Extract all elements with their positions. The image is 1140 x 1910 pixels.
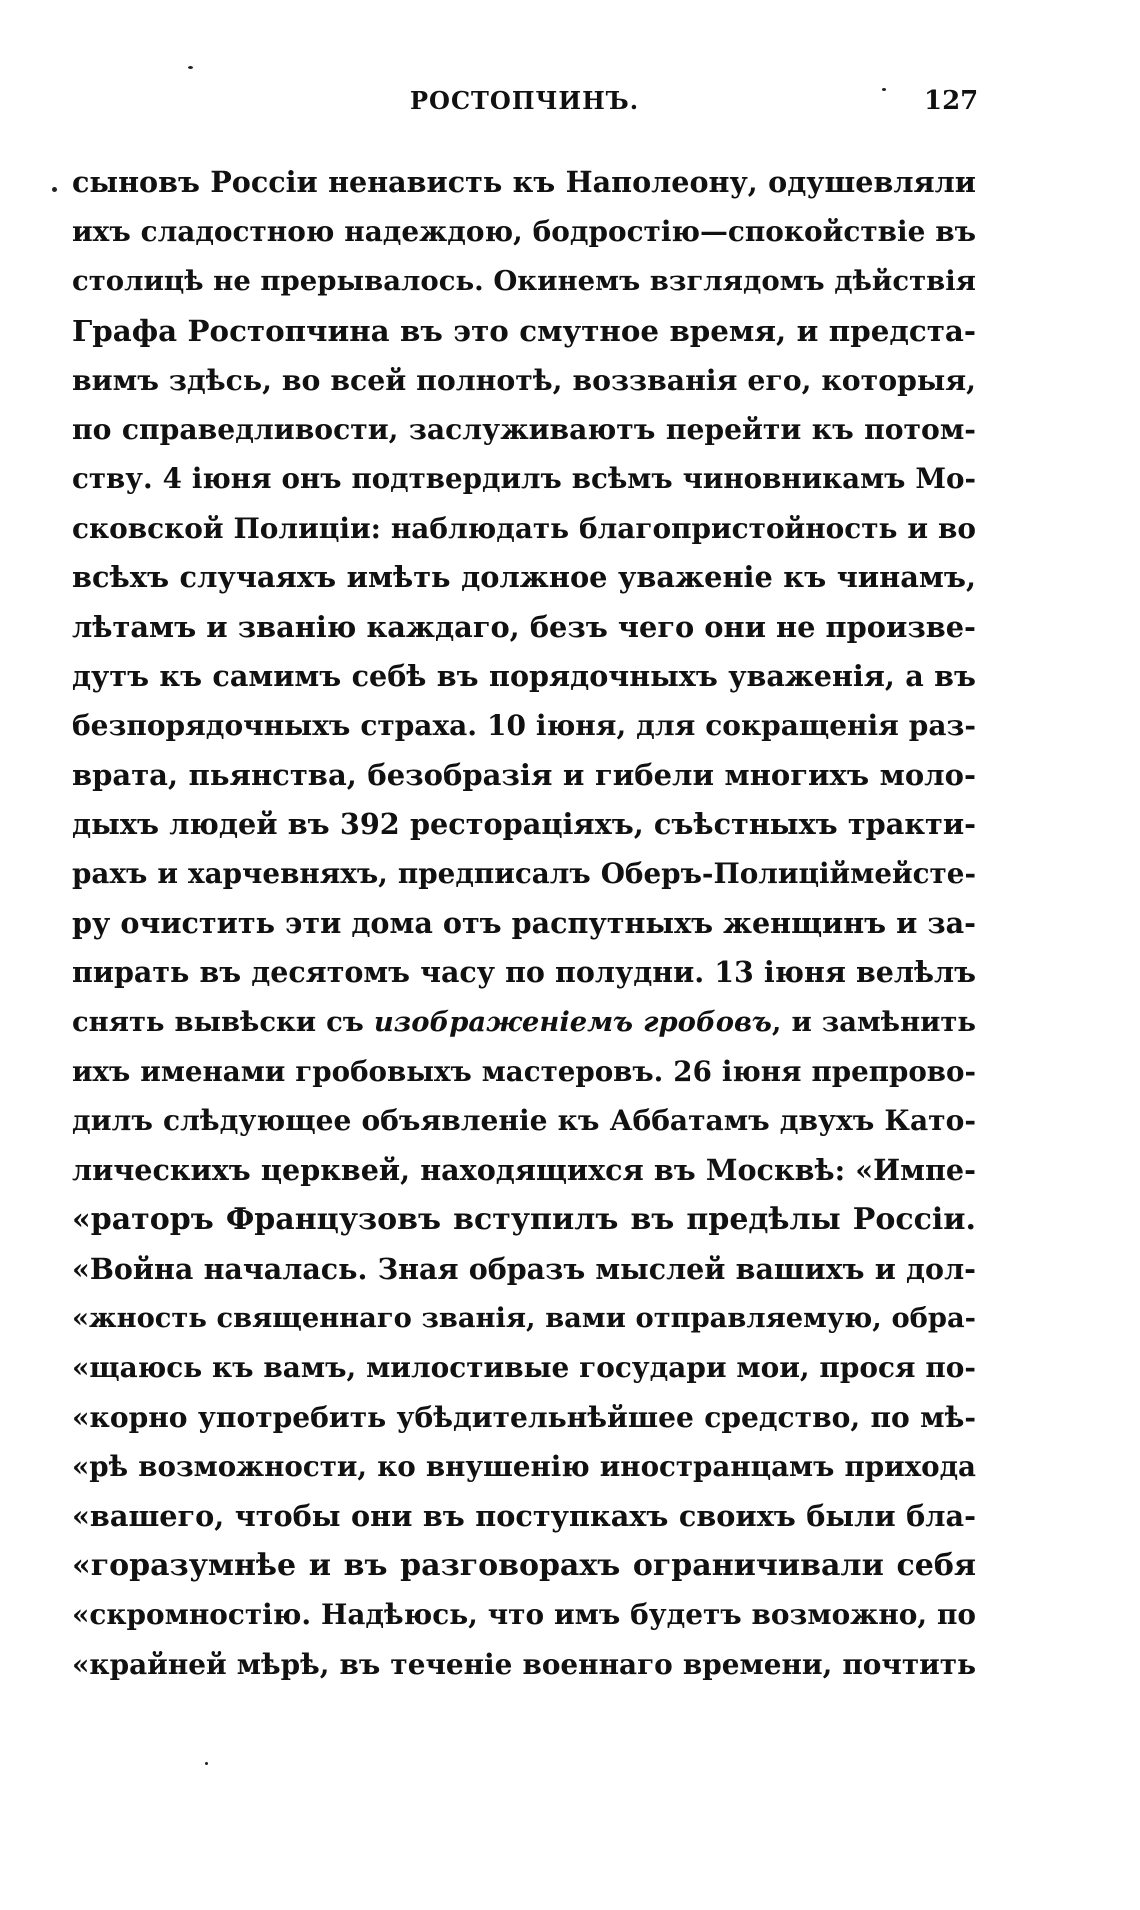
text-line: безпорядочныхъ страха. 10 іюня, для сокращенія раз- — [72, 709, 976, 743]
text-line: ству. 4 іюня онъ подтвердилъ всѣмъ чиновникамъ Мо- — [72, 462, 976, 496]
page-number: 127 — [924, 86, 979, 116]
text-line: дилъ слѣдующее объявленіе къ Аббатамъ двухъ Като- — [72, 1104, 976, 1138]
scan-speck — [882, 88, 886, 91]
text-line: «скромностію. Надѣюсь, что имъ будетъ возможно, по — [72, 1598, 976, 1632]
scan-speck — [52, 187, 57, 192]
text-line: «корно употребить убѣдительнѣйшее средство, по мѣ- — [72, 1400, 976, 1434]
text-line: сыновъ Россіи ненависть къ Наполеону, одушевляли — [72, 165, 976, 199]
text-line: вимъ здѣсь, во всей полнотѣ, воззванія его, которыя, — [72, 362, 976, 397]
text-line: «жность священнаго званія, вами отправляемую, обра- — [72, 1301, 976, 1334]
text-line-with-italic — [72, 998, 976, 1047]
text-line: лѣтамъ и званію каждаго, безъ чего они не произве- — [72, 609, 976, 644]
running-head: РОСТОПЧИНЪ. — [410, 86, 640, 115]
text-line: «крайней мѣрѣ, въ теченіе военнаго времени, почтить — [72, 1647, 976, 1681]
text-line: пирать въ десятомъ часу по полудни. 13 іюня велѣлъ — [72, 955, 976, 990]
text-line: «Война началась. Зная образъ мыслей вашихъ и дол- — [72, 1251, 976, 1286]
text-line: лическихъ церквей, находящихся въ Москвѣ: «Импе- — [72, 1152, 976, 1187]
text-line: «горазумнѣе и въ разговорахъ ограничивали себя — [72, 1547, 976, 1583]
text-line: врата, пьянства, безобразія и гибели многихъ моло- — [72, 757, 976, 792]
text-line: сковской Полиціи: наблюдать благопристойность и во — [72, 511, 976, 545]
italic-phrase: изображеніемъ гробовъ — [373, 1005, 772, 1038]
scan-speck — [188, 66, 193, 69]
italic-after: , и замѣнить — [771, 1005, 976, 1038]
italic-before: снять вывѣски съ — [72, 1005, 374, 1038]
text-line: всѣхъ случаяхъ имѣть должное уваженіе къ чинамъ, — [72, 560, 976, 595]
text-line: ихъ сладостною надеждою, бодростію—спокойствіе въ — [72, 215, 976, 249]
text-line: «щаюсь къ вамъ, милостивые государи мои, прося по- — [72, 1351, 976, 1385]
text-line: ру очистить эти дома отъ распутныхъ женщинъ и за- — [72, 905, 976, 940]
scan-speck — [205, 1762, 208, 1765]
text-line: столицѣ не прерывалось. Окинемъ взглядомъ дѣйствія — [72, 264, 976, 297]
text-line: Графа Ростопчина въ это смутное время, и предста- — [72, 313, 976, 349]
text-line: дутъ къ самимъ себѣ въ порядочныхъ уваженія, а въ — [72, 658, 976, 693]
body-text — [72, 158, 976, 1689]
text-line: дыхъ людей въ 392 ресторацiяхъ, съѣстныхъ тракти- — [72, 807, 976, 842]
page-header — [0, 86, 1140, 126]
text-line: ихъ именами гробовыхъ мастеровъ. 26 іюня препрово- — [72, 1055, 976, 1089]
text-line: по справедливости, заслуживаютъ перейти къ потом- — [72, 412, 976, 446]
text-line: «рѣ возможности, ко внушенію иностранцамъ прихода — [72, 1450, 976, 1484]
text-line: «раторъ Французовъ вступилъ въ предѣлы Россіи. — [72, 1202, 976, 1238]
text-line: рахъ и харчевняхъ, предписалъ Оберъ-Полиціймейсте- — [72, 857, 976, 891]
text-line: «вашего, чтобы они въ поступкахъ своихъ были бла- — [72, 1498, 976, 1533]
